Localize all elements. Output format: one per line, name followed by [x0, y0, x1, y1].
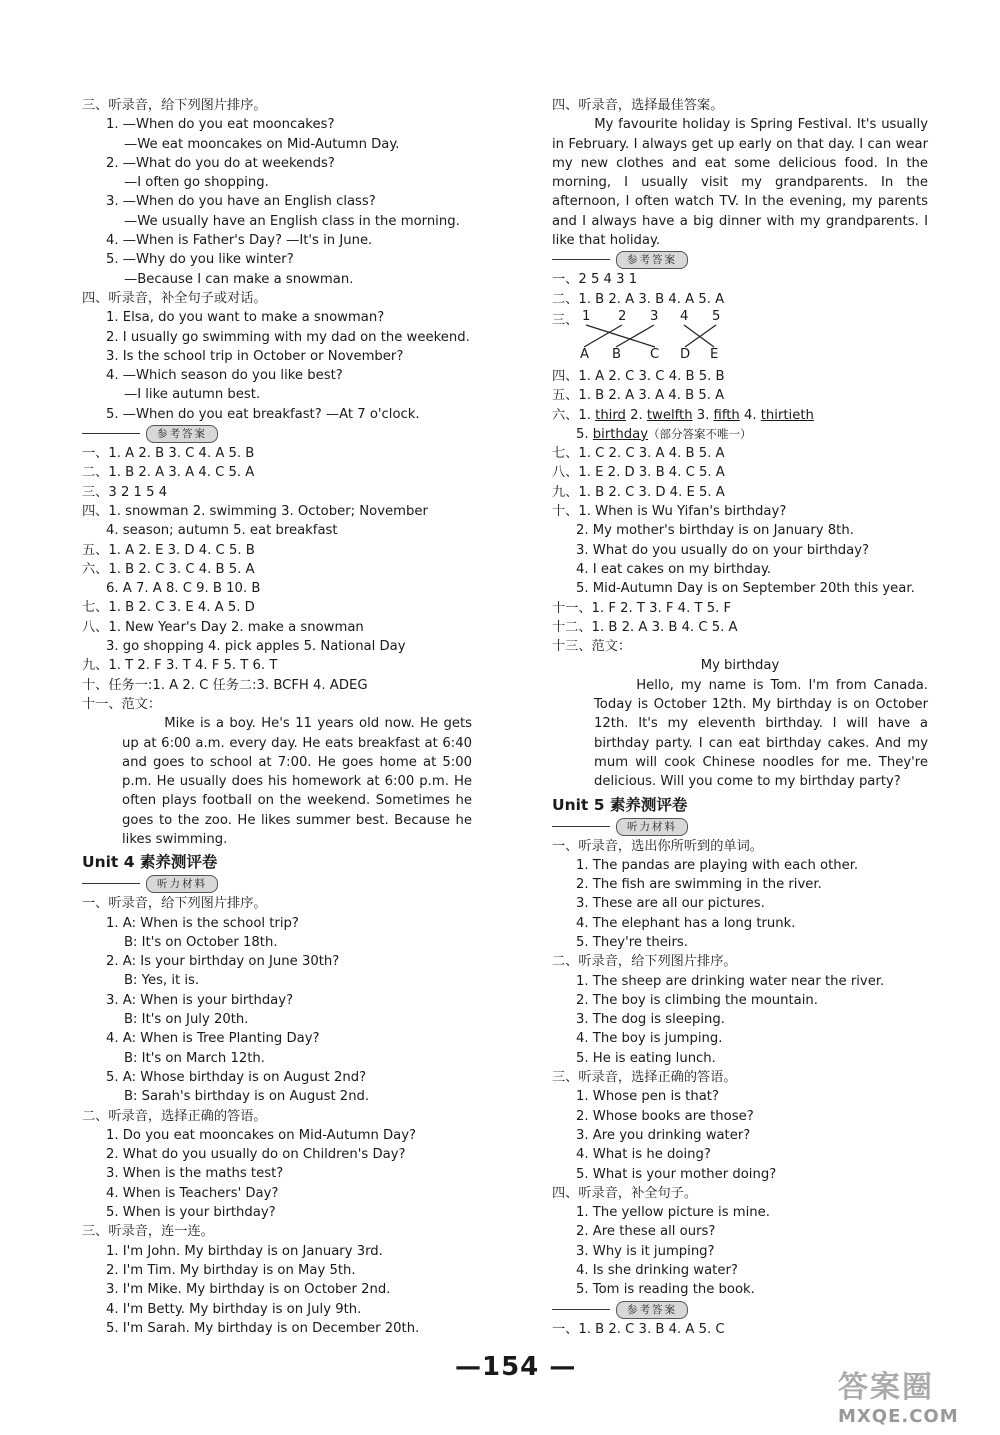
text-line: B: It's on October 18th.: [124, 934, 278, 950]
answer-line: 6. A 7. A 8. C 9. B 10. B: [106, 581, 261, 597]
text-line: 2. —What do you do at weekends?: [106, 155, 335, 171]
text-line: —Because I can make a snowman.: [124, 271, 354, 287]
text-line: 5. He is eating lunch.: [576, 1050, 716, 1066]
divider-rule: [82, 883, 140, 884]
section-heading: 一、听录音，选出你所听到的单词。: [552, 838, 763, 854]
text-line: 5. A: Whose birthday is on August 2nd?: [106, 1069, 367, 1085]
text-line: 5. What is your mother doing?: [576, 1166, 777, 1182]
text-line: B: Sarah's birthday is on August 2nd.: [124, 1089, 370, 1105]
answer-line: 一、2 5 4 3 1: [552, 272, 638, 288]
underlined-answer: fifth: [713, 407, 740, 423]
text-line: 1. —When do you eat mooncakes?: [106, 117, 335, 133]
text-line: —We eat mooncakes on Mid-Autumn Day.: [124, 136, 400, 152]
divider-rule: [552, 259, 610, 260]
text-line: 4. I'm Betty. My birthday is on July 9th.: [106, 1301, 362, 1317]
answer-line: 十、任务一:1. A 2. C 任务二:3. BCFH 4. ADEG: [82, 677, 368, 693]
answer-line: 一、1. A 2. B 3. C 4. A 5. B: [82, 446, 255, 462]
text-line: 2. The fish are swimming in the river.: [576, 877, 822, 893]
text-line: 1. Do you eat mooncakes on Mid-Autumn Day?: [106, 1127, 417, 1143]
answer-line: 九、1. T 2. F 3. T 4. F 5. T 6. T: [82, 658, 278, 674]
answer-line: 4. season; autumn 5. eat breakfast: [106, 523, 338, 539]
section-heading: 四、听录音，补全句子或对话。: [82, 290, 267, 306]
text-line: B: It's on July 20th.: [124, 1012, 249, 1028]
answer-note: （部分答案不唯一）: [648, 426, 752, 441]
section-heading: 二、听录音，给下列图片排序。: [552, 954, 737, 970]
match-letter: C: [650, 346, 660, 362]
section-heading: 二、听录音，选择正确的答语。: [82, 1108, 267, 1124]
match-line: [684, 325, 714, 347]
text-line: 1. The sheep are drinking water near the river.: [576, 973, 885, 989]
text-line: 5. They're theirs.: [576, 934, 688, 950]
answer-line: 七、1. C 2. C 3. A 4. B 5. A: [552, 446, 725, 462]
unit-title: Unit 4 素养测评卷: [82, 853, 218, 872]
match-letter: A: [580, 346, 590, 362]
answer-line: 八、1. E 2. D 3. B 4. C 5. A: [552, 465, 725, 481]
answer-text: 5.: [576, 426, 593, 442]
text-line: 5. I'm Sarah. My birthday is on December 20th.: [106, 1320, 420, 1336]
text-line: 4. When is Teachers' Day?: [106, 1185, 279, 1201]
text-line: 5. —Why do you like winter?: [106, 252, 294, 268]
text-line: 4. The elephant has a long trunk.: [576, 915, 796, 931]
answers-divider: [82, 424, 472, 444]
answer-line: 十二、1. B 2. A 3. B 4. C 5. A: [552, 619, 738, 635]
watermark-logo: [838, 1362, 988, 1427]
match-number: 5: [712, 308, 721, 324]
divider-rule: [552, 826, 610, 827]
text-line: 3. Is the school trip in October or November?: [106, 348, 404, 364]
text-line: B: It's on March 12th.: [124, 1050, 265, 1066]
text-line: 4. Is she drinking water?: [576, 1263, 738, 1279]
matching-lines: [552, 323, 752, 349]
divider-rule: [552, 1309, 610, 1310]
watermark-text: 答案圈: [838, 1370, 934, 1405]
answers-tag: 参考答案: [616, 251, 688, 269]
answer-line: 十、1. When is Wu Yifan's birthday?: [552, 504, 787, 520]
text-line: 3. Are you drinking water?: [576, 1127, 751, 1143]
text-line: 2. What do you usually do on Children's Day?: [106, 1147, 406, 1163]
answer-line: 3. go shopping 4. pick apples 5. National Day: [106, 639, 406, 655]
text-line: 1. Elsa, do you want to make a snowman?: [106, 310, 385, 326]
section-heading: 三、听录音，连一连。: [82, 1224, 214, 1240]
reading-passage: My favourite holiday is Spring Festival. It's usually in February. I always get up early on that day. I can wear my new clothes and eat some delicious food. In the morning, I usually visit my grandparents. In the afternoon, I often watch TV. In the evening, my parents and I always have a big dinner with my grandparents. I like that holiday.: [552, 117, 928, 249]
essay-title: My birthday: [700, 658, 780, 674]
text-line: 3. I'm Mike. My birthday is on October 2nd.: [106, 1282, 391, 1298]
answers-divider: [552, 250, 928, 270]
answer-line: 2. My mother's birthday is on January 8th.: [576, 523, 854, 539]
text-line: 2. Are these all ours?: [576, 1224, 716, 1240]
text-line: 3. When is the maths test?: [106, 1166, 284, 1182]
answer-line: 四、1. snowman 2. swimming 3. October; November: [82, 503, 428, 519]
text-line: —I often go shopping.: [124, 175, 269, 191]
text-line: 3. —When do you have an English class?: [106, 194, 376, 210]
text-line: 2. The boy is climbing the mountain.: [576, 992, 818, 1008]
answer-line: [552, 406, 928, 425]
section-heading: 一、听录音，给下列图片排序。: [82, 896, 267, 912]
text-line: B: Yes, it is.: [124, 973, 200, 989]
answer-line: 三、3 2 1 5 4: [82, 484, 168, 500]
answer-line: 3. What do you usually do on your birthday?: [576, 542, 869, 558]
answer-line: 十一、范文：: [82, 696, 162, 712]
match-number: 3: [650, 308, 659, 324]
underlined-answer: third: [595, 407, 626, 423]
text-line: 2. Whose books are those?: [576, 1108, 754, 1124]
text-line: 1. The yellow picture is mine.: [576, 1205, 770, 1221]
text-line: 1. I'm John. My birthday is on January 3rd.: [106, 1243, 383, 1259]
answer-line: 八、1. New Year's Day 2. make a snowman: [82, 619, 364, 635]
match-number: 2: [618, 308, 627, 324]
model-essay: Mike is a boy. He's 11 years old now. He gets up at 6:00 a.m. every day. He eats breakfast at 6:40 and goes to school at 7:00. He goes home at 5:00 p.m. He usually does his homework at 6:00 p.m. He often plays football on the weekend. Sometimes he goes to the zoo. He likes summer best. Because he likes swimming.: [122, 716, 472, 847]
right-column: [552, 96, 928, 1339]
text-line: 2. A: Is your birthday on June 30th?: [106, 954, 340, 970]
answer-line: 十三、范文：: [552, 639, 632, 655]
match-line: [586, 325, 655, 347]
text-line: 4. A: When is Tree Planting Day?: [106, 1031, 320, 1047]
section-heading: 四、听录音，选择最佳答案。: [552, 98, 724, 113]
text-line: 1. The pandas are playing with each other.: [576, 857, 859, 873]
watermark-site: MXQE.COM: [838, 1406, 959, 1427]
text-line: 4. —When is Father's Day? —It's in June.: [106, 233, 373, 249]
text-line: —We usually have an English class in the morning.: [124, 213, 460, 229]
underlined-answer: thirtieth: [760, 407, 814, 423]
text-line: 1. Whose pen is that?: [576, 1089, 719, 1105]
match-line: [584, 325, 622, 347]
answer-text: 2.: [625, 407, 647, 423]
answer-line: 五、1. A 2. E 3. D 4. C 5. B: [82, 542, 255, 558]
page-number: —154 —: [455, 1352, 577, 1382]
answer-line: 二、1. B 2. A 3. A 4. C 5. A: [82, 465, 255, 481]
answer-line: 六、1. B 2. C 3. C 4. B 5. A: [82, 561, 255, 577]
section-heading: 四、听录音，补全句子。: [552, 1185, 698, 1201]
text-line: 4. —Which season do you like best?: [106, 368, 343, 384]
matching-label: 三、: [552, 312, 579, 328]
answer-line: 九、1. B 2. C 3. D 4. E 5. A: [552, 484, 725, 500]
text-line: —I like autumn best.: [124, 387, 261, 403]
listening-divider: [82, 874, 472, 894]
text-line: 4. What is he doing?: [576, 1147, 711, 1163]
answers-tag: 参考答案: [616, 1301, 688, 1319]
answer-line: 4. I eat cakes on my birthday.: [576, 561, 772, 577]
answer-line: [552, 425, 928, 444]
text-line: 1. A: When is the school trip?: [106, 915, 299, 931]
section-heading: 三、听录音，给下列图片排序。: [82, 98, 267, 113]
text-line: 5. Tom is reading the book.: [576, 1282, 755, 1298]
answer-line: 一、1. B 2. C 3. B 4. A 5. C: [552, 1321, 725, 1337]
text-line: 3. A: When is your birthday?: [106, 992, 294, 1008]
answers-tag: 参考答案: [146, 425, 218, 443]
matching-answer: [552, 309, 928, 367]
text-line: 5. When is your birthday?: [106, 1205, 276, 1221]
answer-text: 六、1.: [552, 407, 596, 423]
text-line: 5. —When do you eat breakfast? —At 7 o'clock.: [106, 406, 420, 422]
answer-line: 十一、1. F 2. T 3. F 4. T 5. F: [552, 600, 732, 616]
answer-line: 七、1. B 2. C 3. E 4. A 5. D: [82, 600, 255, 616]
text-line: 3. The dog is sleeping.: [576, 1012, 725, 1028]
listening-tag: 听力材料: [146, 875, 218, 893]
answer-line: 四、1. A 2. C 3. C 4. B 5. B: [552, 368, 725, 384]
match-letter: D: [680, 346, 691, 362]
listening-tag: 听力材料: [616, 818, 688, 836]
match-letter: B: [612, 346, 622, 362]
text-line: 3. Why is it jumping?: [576, 1243, 715, 1259]
answer-text: 4.: [739, 407, 761, 423]
match-letter: E: [710, 346, 719, 362]
underlined-answer: birthday: [592, 426, 649, 442]
match-number: 1: [582, 308, 591, 324]
left-column: [82, 96, 472, 1338]
underlined-answer: twelfth: [646, 407, 693, 423]
answers-divider: [552, 1300, 928, 1320]
match-line: [685, 325, 716, 347]
model-essay: Hello, my name is Tom. I'm from Canada. Today is October 12th. My birthday is on October 12th. It's my eleventh birthday. I will have a birthday party. I can eat birthday cakes. And my mum will cook Chinese noodles for me. They're delicious. Will you come to my birthday party?: [594, 677, 928, 790]
answer-line: 二、1. B 2. A 3. B 4. A 5. A: [552, 291, 725, 307]
text-line: 2. I usually go swimming with my dad on the weekend.: [106, 329, 470, 345]
divider-rule: [82, 433, 140, 434]
match-number: 4: [680, 308, 689, 324]
answer-text: 3.: [692, 407, 714, 423]
section-heading: 三、听录音，选择正确的答语。: [552, 1070, 737, 1086]
text-line: 3. These are all our pictures.: [576, 896, 765, 912]
unit-title: Unit 5 素养测评卷: [552, 795, 688, 814]
answer-line: 五、1. B 2. A 3. A 4. B 5. A: [552, 388, 725, 404]
listening-divider: [552, 817, 928, 837]
answer-line: 5. Mid-Autumn Day is on September 20th this year.: [576, 581, 915, 597]
text-line: 2. I'm Tim. My birthday is on May 5th.: [106, 1262, 356, 1278]
text-line: 4. The boy is jumping.: [576, 1031, 723, 1047]
